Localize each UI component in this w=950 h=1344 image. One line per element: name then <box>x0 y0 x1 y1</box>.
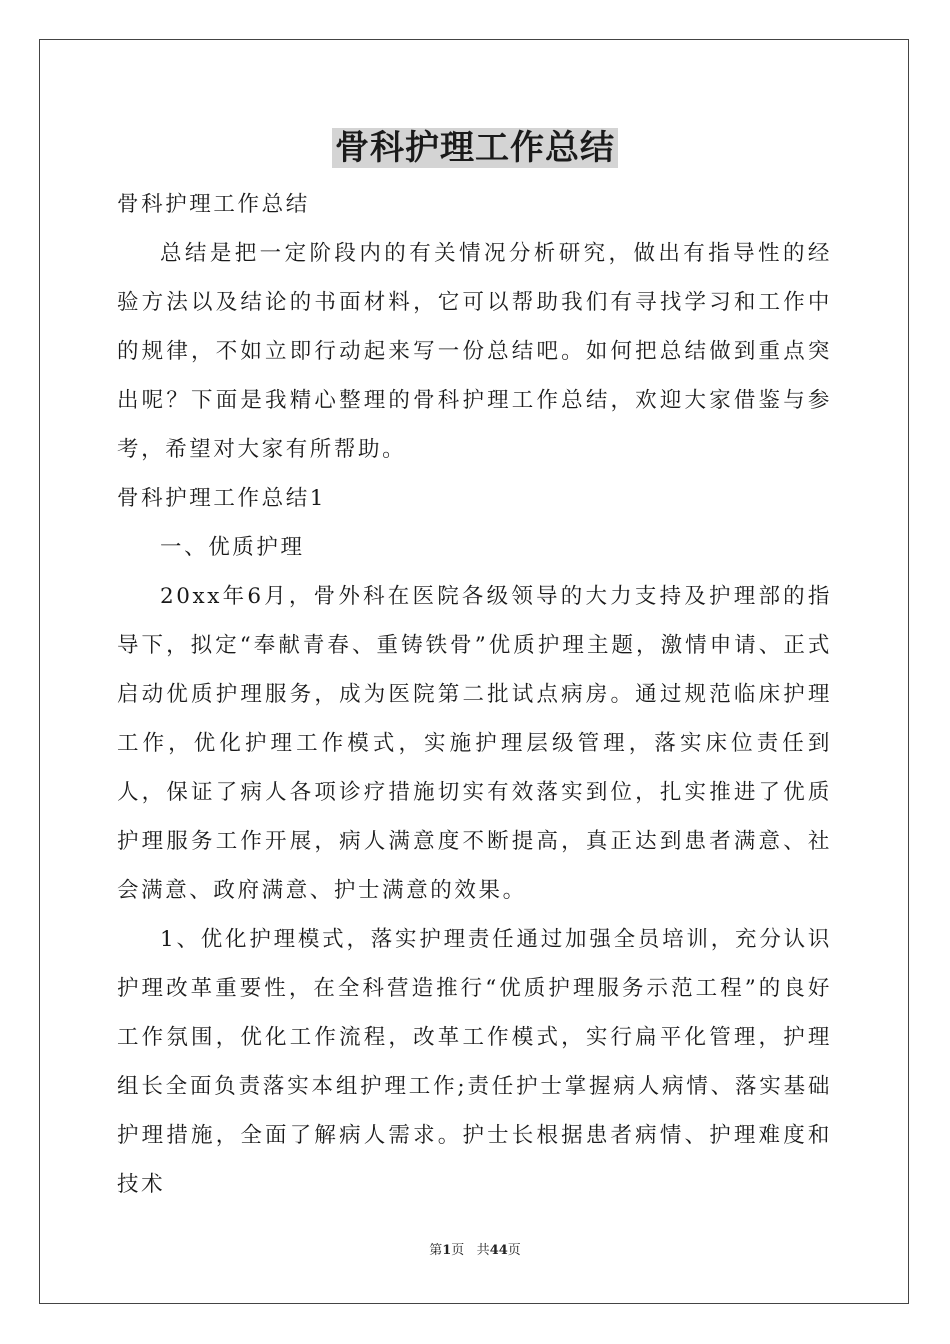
body-paragraph-1: 20xx年6月，骨外科在医院各级领导的大力支持及护理部的指导下，拟定“奉献青春、重铸铁骨”优质护理主题，激情申请、正式启动优质护理服务，成为医院第二批试点病房。通过规范临床护理工作，优化护理工作模式，实施护理层级管理，落实床位责任到人，保证了病人各项诊疗措施切实有效落实到位，扎实推进了优质护理服务工作开展，病人满意度不断提高，真正达到患者满意、社会满意、政府满意、护士满意的效果。 <box>117 584 832 903</box>
subsection-heading: 一、优质护理 <box>160 535 305 560</box>
page-footer <box>0 1243 950 1259</box>
intro-paragraph: 总结是把一定阶段内的有关情况分析研究，做出有指导性的经验方法以及结论的书面材料，它可以帮助我们有寻找学习和工作中的规律，不如立即行动起来写一份总结吧。如何把总结做到重点突出呢？下面是我精心整理的骨科护理工作总结，欢迎大家借鉴与参考，希望对大家有所帮助。 <box>117 241 832 462</box>
total-suffix: 页 <box>507 1243 521 1258</box>
document-title: 骨科护理工作总结 <box>0 126 950 170</box>
body-paragraph-2: 1、优化护理模式，落实护理责任通过加强全员培训，充分认识护理改革重要性，在全科营造推行“优质护理服务示范工程”的良好工作氛围，优化工作流程，改革工作模式，实行扁平化管理，护理组长全面负责落实本组护理工作;责任护士掌握病人病情、落实基础护理措施，全面了解病人需求。护士长根据患者病情、护理难度和技术 <box>117 927 832 1197</box>
page-total: 44 <box>489 1243 508 1258</box>
page-suffix: 页 <box>451 1243 465 1258</box>
total-prefix: 共 <box>476 1243 490 1258</box>
page-current: 1 <box>442 1243 452 1258</box>
document-body <box>117 180 832 1209</box>
page-prefix: 第 <box>429 1243 443 1258</box>
document-subtitle: 骨科护理工作总结 <box>117 192 310 217</box>
section-heading: 骨科护理工作总结1 <box>117 486 327 511</box>
